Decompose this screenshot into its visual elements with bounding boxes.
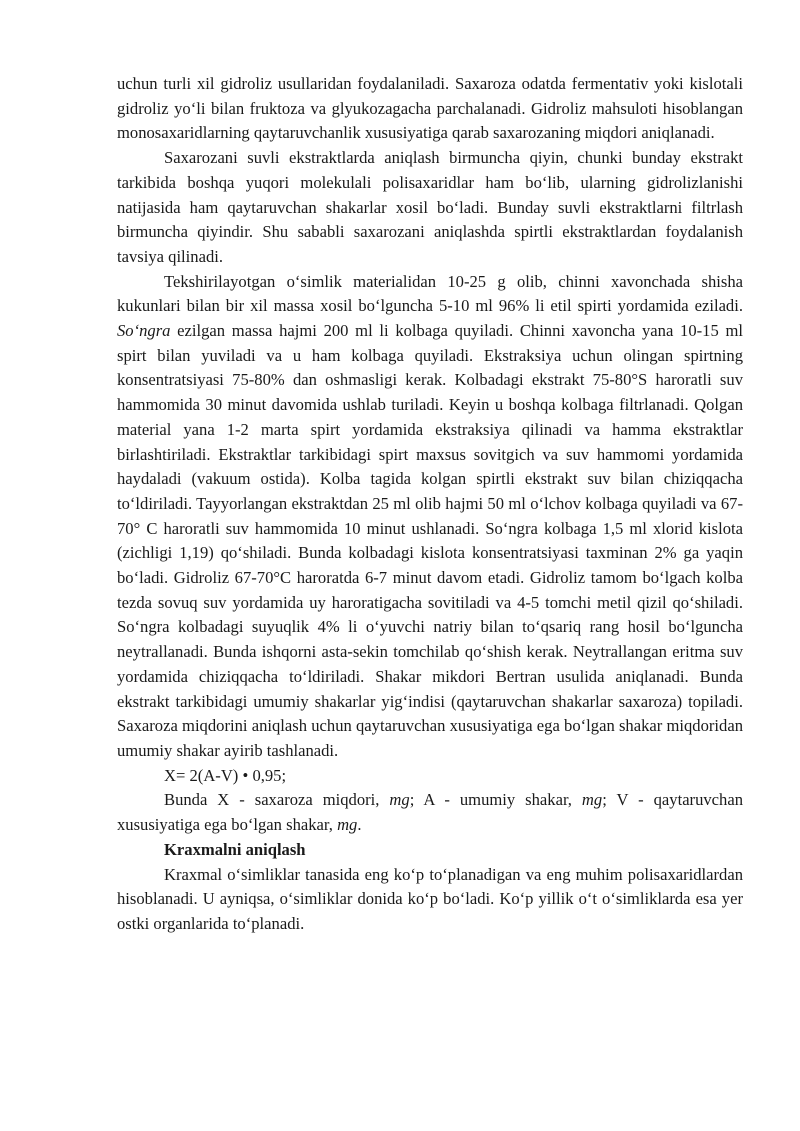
legend-text-a: Bunda X - saxaroza miqdori, [164, 790, 390, 810]
paragraph-saxaroza-gidroliz: uchun turli xil gidroliz usullaridan foydalaniladi. Saxaroza odatda fermentativ yoki kislotali gidroliz yo‘li bilan fruktoza va glyukozagacha parchalanadi. Gidroliz mahsuloti hisoblangan monosaxaridlarning qaytaruvchanlik xususiyatiga qarab saxarozaning miqdori aniqlanadi. [117, 74, 743, 143]
formula: X= 2(A-V) • 0,95; [164, 765, 287, 785]
legend-unit-1: mg [389, 790, 410, 810]
legend-text-d: . [357, 815, 362, 835]
procedure-italic-word: So‘ngra [117, 321, 171, 341]
legend-unit-3: mg [337, 815, 358, 835]
procedure-text-b: ezilgan massa hajmi 200 ml li kolbaga quyiladi. Chinni xavoncha yana 10-15 ml spirt bilan yuviladi va u ham kolbaga quyiladi. Ekstraksiya uchun olingan spirtning konsentratsiyasi 75-80% dan oshmasligi kerak. Kolbadagi ekstrakt 75-80°S haroratli suv hammomida 30 minut davomida ushlab turiladi. Keyin u boshqa kolbaga filtrlanadi. Qolgan material yana 1-2 marta spirt yordamida ekstraksiya qilinadi va hamma ekstraktlar birlashtiriladi. Ekstraktlar tarkibidagi spirt maxsus sovitgich va suv hammomi yordamida haydaladi (vakuum ostida). Kolba tagida kolgan spirtli ekstrakt suv bilan chiziqqacha to‘ldiriladi. Tayyorlangan ekstraktdan 25 ml olib hajmi 50 ml o‘lchov kolbaga quyiladi va 67-70° C haroratli suv hammomida 10 minut ushlanadi. So‘ngra kolbaga 1,5 ml xlorid kislota (zichligi 1,19) qo‘shiladi. Bunda kolbadagi kislota konsentratsiyasi taxminan 2% ga yaqin bo‘ladi. Gidroliz 67-70°C haroratda 6-7 minut davom etadi. Gidroliz tamom bo‘lgach kolba tezda sovuq suv yordamida uy haroratigacha sovitiladi va 4-5 tomchi metil qizil qo‘shiladi. So‘ngra kolbadagi suyuqlik 4% li o‘yuvchi natriy bilan to‘qsariq rang hosil bo‘lguncha neytrallanadi. Bunda ishqorni asta-sekin tomchilab qo‘shish kerak. Neytrallangan eritma suv yordamida chiziqqacha to‘ldiriladi. Shakar mikdori Bertran usulida aniqlanadi. Bunda ekstrakt tarkibidagi umumiy shakarlar yig‘indisi (qaytaruvchan shakarlar saxaroza) topiladi. Saxaroza miqdorini aniqlash uchun qaytaruvchan xususiyatiga ega bo‘lgan shakar miqdoridan umumiy shakar ayirib tashlanadi. [117, 321, 743, 760]
procedure-text-a: Tekshirilayotgan o‘simlik materialidan 10-25 g olib, chinni xavonchada shisha kukunlari bilan bir xil massa xosil bo‘lguncha 5-10 ml 96% li etil spirti yordamida eziladi. [117, 271, 743, 316]
document-page [117, 72, 743, 937]
legend-unit-2: mg [581, 790, 603, 810]
legend-text-b: ; A - umumiy shakar, [409, 790, 582, 810]
paragraph-kraxmal: Kraxmal o‘simliklar tanasida eng ko‘p to‘planadigan va eng muhim polisaxaridlardan hisoblanadi. U ayniqsa, o‘simliklar donida ko‘p bo‘ladi. Ko‘p yillik o‘t o‘simliklarda esa yer ostki organlarida to‘planadi. [117, 864, 743, 933]
section-heading: Kraxmalni aniqlash [164, 839, 306, 859]
paragraph-suvli-ekstrakt: Saxarozani suvli ekstraktlarda aniqlash birmuncha qiyin, chunki bunday ekstrakt tarkibida boshqa yuqori molekulali polisaxaridlar ham bo‘lib, ularning gidrolizlanishi natijasida ham qaytaruvchan shakarlar xosil bo‘ladi. Bunday suvli ekstraktlarni filtrlash birmuncha qiyindir. Shu sababli saxarozani aniqlashda spirtli ekstraktlardan foydalanish tavsiya qilinadi. [117, 148, 743, 266]
formula-legend [117, 788, 743, 837]
legend-text-c: ; V - qaytaruvchan xususiyatiga ega bo‘lgan shakar, [117, 790, 744, 835]
paragraph-method-procedure [117, 270, 743, 764]
